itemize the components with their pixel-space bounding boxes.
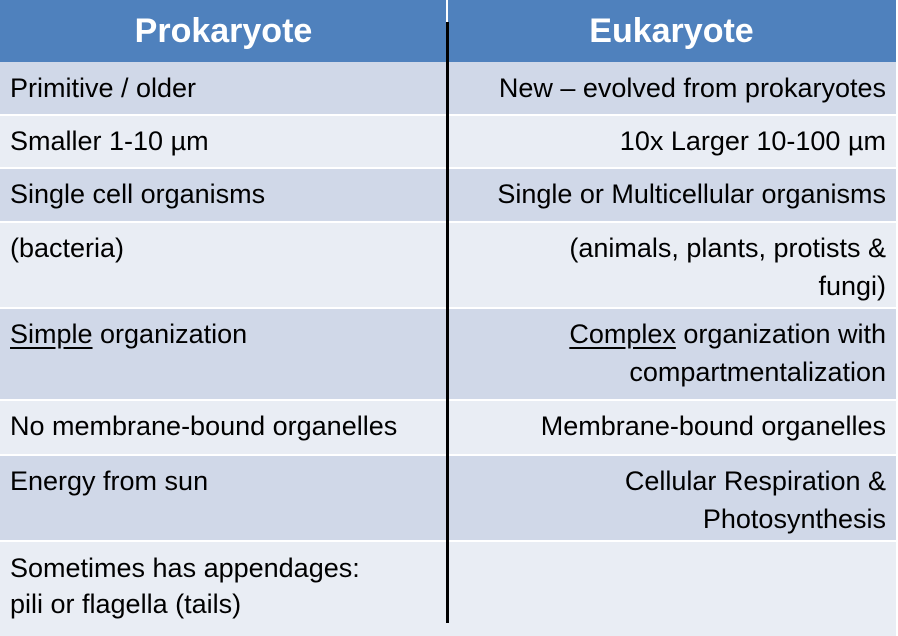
eukaryote-cell: Single or Multicellular organisms [497, 179, 886, 209]
eukaryote-cell [447, 308, 896, 400]
column-divider-line [446, 22, 449, 623]
eukaryote-cell: Cellular Respiration & Photosynthesis [624, 466, 886, 534]
eukaryote-cell: (animals, plants, protists & fungi) [569, 233, 886, 301]
header-prokaryote: Prokaryote [134, 12, 313, 50]
simple-underlined: Simple [10, 319, 93, 349]
prokaryote-cell: Single cell organisms [10, 179, 266, 209]
complex-underlined: Complex [569, 319, 676, 349]
prokaryote-cell: Primitive / older [10, 73, 197, 103]
eukaryote-cell: New – evolved from prokaryotes [498, 73, 886, 103]
simple-rest: organization [92, 319, 248, 349]
prokaryote-cell: Sometimes has appendages: pili or flagella (tails) [10, 553, 360, 619]
prokaryote-cell: Energy from sun [10, 466, 209, 496]
prokaryote-cell: No membrane-bound organelles [10, 411, 398, 441]
prokaryote-cell: Smaller 1-10 µm [10, 126, 209, 156]
eukaryote-cell: Membrane-bound organelles [540, 411, 886, 441]
prokaryote-cell: (bacteria) [10, 233, 125, 263]
header-eukaryote: Eukaryote [589, 12, 754, 50]
complex-rest: organization with compartmentalization [629, 319, 886, 387]
prokaryote-cell [0, 308, 447, 400]
eukaryote-cell: 10x Larger 10-100 µm [619, 126, 886, 156]
eukaryote-cell [447, 541, 896, 636]
